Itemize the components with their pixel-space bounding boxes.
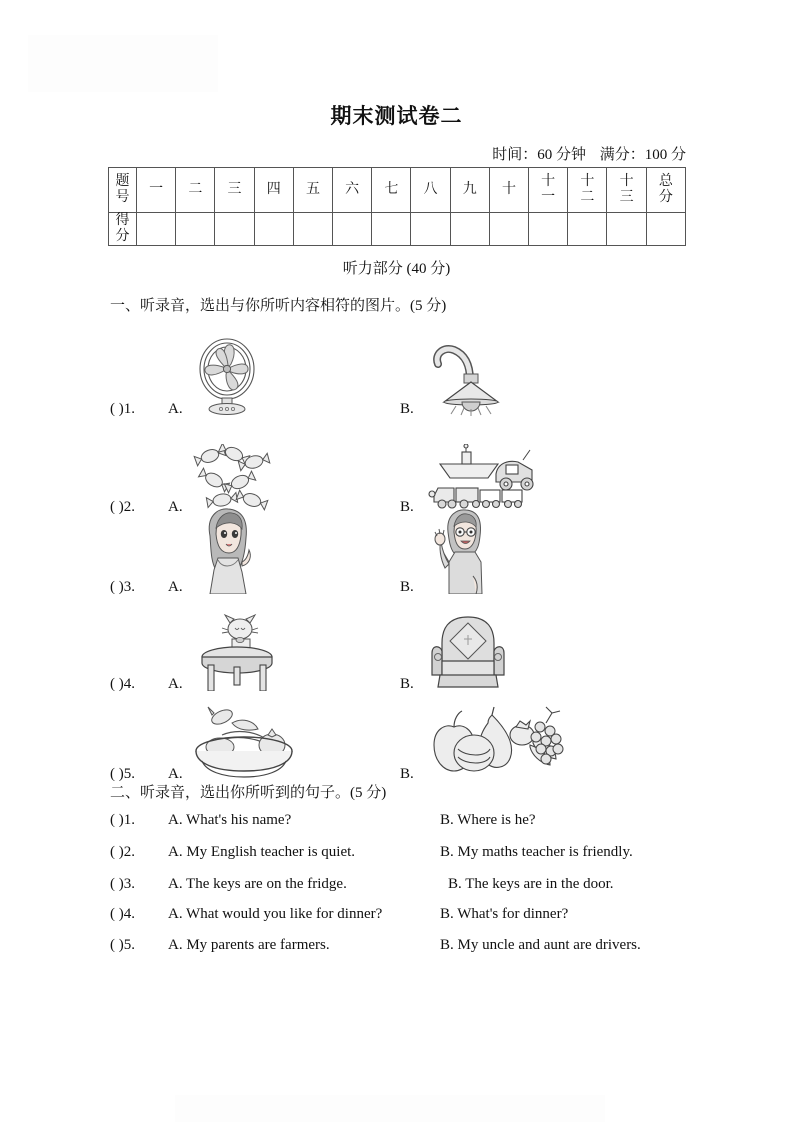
option-a-text[interactable]: A. What's his name? xyxy=(168,812,292,828)
score-table-row-label-question: 题 号 xyxy=(109,168,137,213)
wall-lamp-icon[interactable] xyxy=(428,336,528,416)
score-col-12: 十 二 xyxy=(568,168,607,213)
answer-blank-2[interactable]: ( )2. xyxy=(110,844,135,860)
option-a-text[interactable]: A. The keys are on the fridge. xyxy=(168,876,347,892)
answer-blank-1[interactable]: ( )1. xyxy=(110,401,135,417)
assorted-fruits-icon[interactable] xyxy=(428,705,568,781)
picture-question-1 xyxy=(110,330,710,418)
option-b-text[interactable]: B. The keys are in the door. xyxy=(448,876,614,892)
cat-on-table-icon[interactable] xyxy=(192,613,282,691)
answer-blank-5[interactable]: ( )5. xyxy=(110,937,135,953)
long-hair-woman-icon[interactable] xyxy=(192,506,262,594)
score-input-6[interactable] xyxy=(333,213,372,246)
answer-blank-1[interactable]: ( )1. xyxy=(110,812,135,828)
score-input-8[interactable] xyxy=(411,213,450,246)
scan-watermark-top xyxy=(28,35,218,92)
section-2-instruction: 二、听录音，选出你所听到的句子。(5 分) xyxy=(110,785,387,801)
score-input-1[interactable] xyxy=(137,213,176,246)
option-a-label: A. xyxy=(168,766,183,782)
score-col-7: 七 xyxy=(372,168,411,213)
option-b-label: B. xyxy=(400,676,414,692)
score-col-2: 二 xyxy=(176,168,215,213)
option-a-text[interactable]: A. My parents are farmers. xyxy=(168,937,330,953)
page-title: 期末测试卷二 xyxy=(330,104,463,128)
score-col-total: 总 分 xyxy=(646,168,685,213)
toy-vehicles-icon[interactable] xyxy=(428,444,538,514)
picture-question-4 xyxy=(110,605,710,693)
option-a-text[interactable]: A. My English teacher is quiet. xyxy=(168,844,356,860)
score-col-13: 十 三 xyxy=(607,168,646,213)
plate-of-vegetables-icon[interactable] xyxy=(192,705,297,781)
score-input-10[interactable] xyxy=(489,213,528,246)
score-col-11: 十 一 xyxy=(529,168,568,213)
electric-fan-icon[interactable] xyxy=(192,336,262,416)
score-col-4: 四 xyxy=(254,168,293,213)
option-a-label: A. xyxy=(168,401,183,417)
score-col-10: 十 xyxy=(489,168,528,213)
candies-icon[interactable] xyxy=(192,444,272,514)
option-b-text[interactable]: B. Where is he? xyxy=(440,812,536,828)
score-col-9: 九 xyxy=(450,168,489,213)
score-input-12[interactable] xyxy=(568,213,607,246)
score-input-9[interactable] xyxy=(450,213,489,246)
score-input-total[interactable] xyxy=(646,213,685,246)
exam-time: 时间：60 分钟 xyxy=(492,147,586,163)
answer-blank-4[interactable]: ( )4. xyxy=(110,676,135,692)
score-table-score-row xyxy=(109,213,686,246)
score-input-3[interactable] xyxy=(215,213,254,246)
woman-with-glasses-icon[interactable] xyxy=(428,506,498,594)
picture-question-5 xyxy=(110,695,710,783)
score-input-7[interactable] xyxy=(372,213,411,246)
exam-meta xyxy=(482,143,686,164)
answer-blank-5[interactable]: ( )5. xyxy=(110,766,135,782)
option-a-label: A. xyxy=(168,499,183,515)
part-heading-listening: 听力部分 (40 分) xyxy=(342,261,451,277)
answer-blank-4[interactable]: ( )4. xyxy=(110,906,135,922)
score-col-5: 五 xyxy=(293,168,332,213)
option-b-label: B. xyxy=(400,766,414,782)
score-col-3: 三 xyxy=(215,168,254,213)
option-b-label: B. xyxy=(400,579,414,595)
picture-question-3 xyxy=(110,508,710,596)
score-input-2[interactable] xyxy=(176,213,215,246)
answer-blank-3[interactable]: ( )3. xyxy=(110,579,135,595)
score-table xyxy=(108,167,686,246)
option-b-text[interactable]: B. My uncle and aunt are drivers. xyxy=(440,937,641,953)
option-a-label: A. xyxy=(168,579,183,595)
section-1-instruction: 一、听录音，选出与你所听内容相符的图片。(5 分) xyxy=(110,298,447,314)
picture-question-2 xyxy=(110,428,710,516)
option-b-label: B. xyxy=(400,499,414,515)
scan-watermark-bottom xyxy=(175,1095,605,1122)
score-table-header-row xyxy=(109,168,686,213)
option-b-text[interactable]: B. What's for dinner? xyxy=(440,906,569,922)
option-b-label: B. xyxy=(400,401,414,417)
armchair-icon[interactable] xyxy=(428,613,508,691)
score-col-8: 八 xyxy=(411,168,450,213)
score-col-6: 六 xyxy=(333,168,372,213)
score-col-1: 一 xyxy=(137,168,176,213)
score-input-13[interactable] xyxy=(607,213,646,246)
score-table-row-label-score: 得 分 xyxy=(109,213,137,246)
option-a-label: A. xyxy=(168,676,183,692)
score-input-4[interactable] xyxy=(254,213,293,246)
answer-blank-2[interactable]: ( )2. xyxy=(110,499,135,515)
exam-full-marks: 满分：100 分 xyxy=(599,147,686,163)
score-input-11[interactable] xyxy=(529,213,568,246)
answer-blank-3[interactable]: ( )3. xyxy=(110,876,135,892)
score-input-5[interactable] xyxy=(293,213,332,246)
option-a-text[interactable]: A. What would you like for dinner? xyxy=(168,906,383,922)
option-b-text[interactable]: B. My maths teacher is friendly. xyxy=(440,844,633,860)
